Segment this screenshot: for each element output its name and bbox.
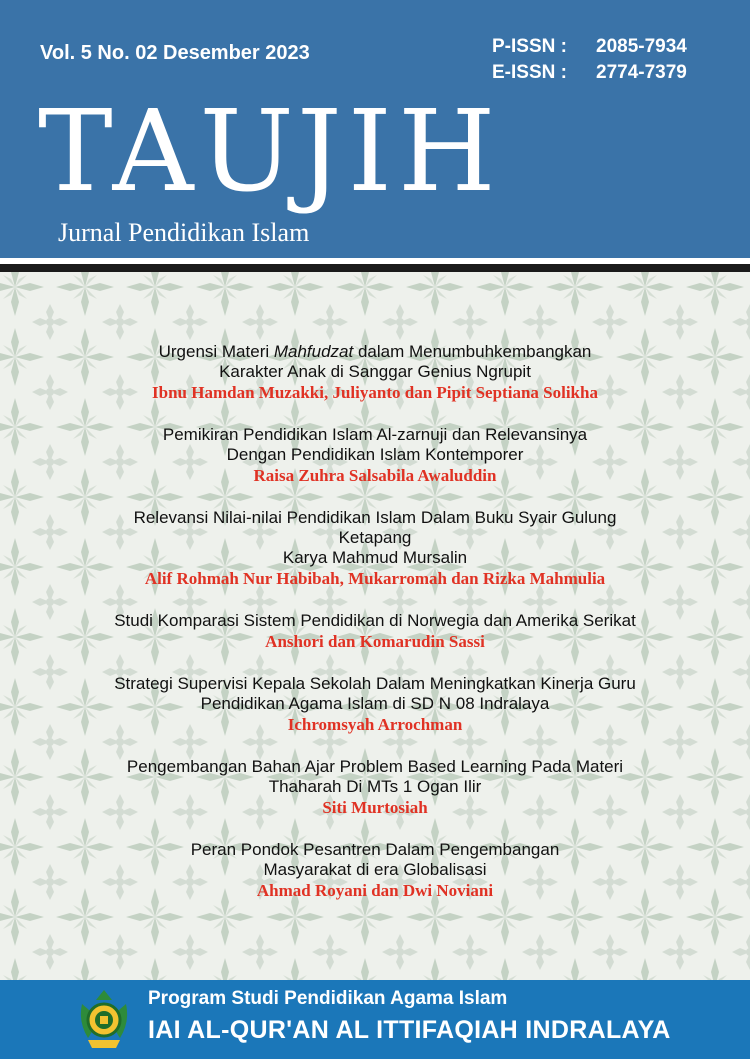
institution-logo-icon [74, 986, 134, 1052]
article-title-line: Studi Komparasi Sistem Pendidikan di Norwegia dan Amerika Serikat [114, 611, 636, 630]
article-list [30, 342, 720, 923]
journal-title: TAUJIH [38, 87, 502, 217]
article-title [30, 611, 720, 631]
article-item [30, 508, 720, 589]
cover-footer [0, 980, 750, 1059]
volume-info: Vol. 5 No. 02 Desember 2023 [40, 42, 310, 64]
article-item [30, 674, 720, 735]
article-title-line: Thaharah Di MTs 1 Ogan Ilir [268, 777, 482, 796]
article-title-italic: Mahfudzat [273, 342, 354, 361]
article-title [30, 840, 720, 880]
article-author: Alif Rohmah Nur Habibah, Mukarromah dan Rizka Mahmulia [144, 569, 606, 588]
article-title-line: Dengan Pendidikan Islam Kontemporer [226, 445, 524, 464]
cover-header [0, 0, 750, 258]
article-title [30, 757, 720, 797]
article-item [30, 425, 720, 486]
article-author: Anshori dan Komarudin Sassi [265, 632, 485, 651]
article-author: Siti Murtosiah [322, 798, 428, 817]
article-title-line: Pemikiran Pendidikan Islam Al-zarnuji dan Relevansinya [162, 425, 588, 444]
journal-subtitle: Jurnal Pendidikan Islam [58, 218, 310, 247]
e-issn-value: 2774-7379 [596, 62, 687, 83]
article-title [30, 342, 720, 382]
article-title-line: Peran Pondok Pesantren Dalam Pengembangan [190, 840, 560, 859]
e-issn [492, 60, 687, 86]
article-author: Ahmad Royani dan Dwi Noviani [256, 881, 494, 900]
p-issn-value: 2085-7934 [596, 36, 687, 57]
p-issn-label: P-ISSN : [492, 36, 567, 57]
article-title-line: Masyarakat di era Globalisasi [263, 860, 487, 879]
article-title-line: Urgensi Materi Mahfudzat dalam Menumbuhkembangkan [158, 342, 592, 361]
article-title-line: Pengembangan Bahan Ajar Problem Based Learning Pada Materi [126, 757, 624, 776]
article-title-line: Pendidikan Agama Islam di SD N 08 Indralaya [200, 694, 550, 713]
article-title-line: Relevansi Nilai-nilai Pendidikan Islam Dalam Buku Syair Gulung [133, 508, 617, 527]
article-author: Raisa Zuhra Salsabila Awaluddin [253, 466, 497, 485]
article-title-line: Strategi Supervisi Kepala Sekolah Dalam Meningkatkan Kinerja Guru [114, 674, 636, 693]
e-issn-label: E-ISSN : [492, 62, 567, 83]
article-item [30, 611, 720, 652]
article-title [30, 425, 720, 465]
article-title-line: Karya Mahmud Mursalin [282, 548, 468, 567]
article-title [30, 674, 720, 714]
article-author: Ichromsyah Arrochman [287, 715, 463, 734]
article-title [30, 508, 720, 568]
article-item [30, 342, 720, 403]
article-author: Ibnu Hamdan Muzakki, Juliyanto dan Pipit Septiana Solikha [152, 383, 598, 402]
p-issn [492, 34, 687, 60]
institution-name: IAI AL-QUR'AN AL ITTIFAQIAH INDRALAYA [148, 1016, 671, 1044]
program-name: Program Studi Pendidikan Agama Islam [148, 988, 508, 1009]
article-title-line: Ketapang [338, 528, 412, 547]
issn-block [492, 34, 687, 86]
article-item [30, 840, 720, 901]
article-item [30, 757, 720, 818]
article-title-line: Karakter Anak di Sanggar Genius Ngrupit [219, 362, 531, 381]
divider-black [0, 264, 750, 272]
